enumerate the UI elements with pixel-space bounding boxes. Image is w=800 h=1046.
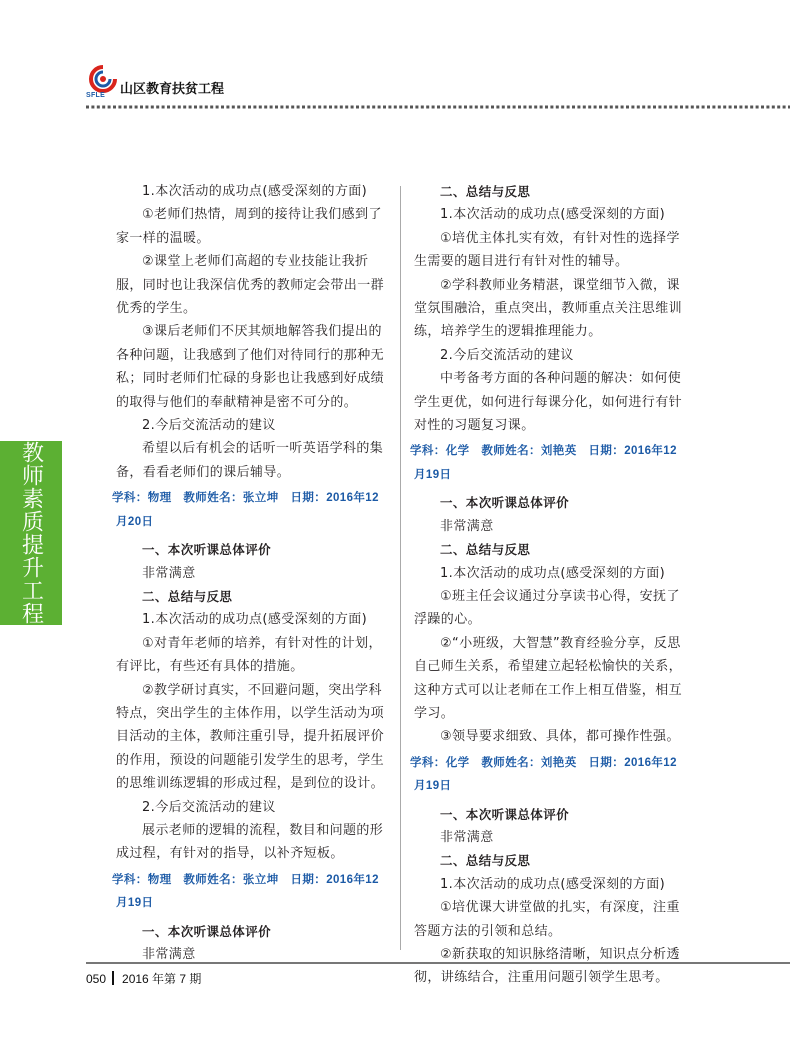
- paragraph: 1.本次活动的成功点(感受深刻的方面): [440, 207, 666, 223]
- paragraph: 非常满意: [142, 947, 196, 962]
- paragraph: 希望以后有机会的话听一听英语学科的集备，看看老师们的课后辅导。: [116, 441, 384, 480]
- paragraph: 1.本次活动的成功点(感受深刻的方面): [440, 565, 666, 581]
- report-meta-line: 学科：化学 教师姓名：刘艳英 日期：2016年12月19日: [410, 445, 677, 481]
- footer-rule: [86, 962, 790, 964]
- paragraph: 2.今后交流活动的建议: [142, 418, 276, 434]
- footer-separator: [112, 971, 114, 985]
- left-column: [112, 180, 386, 966]
- paragraph: ③领导要求细致、具体，都可操作性强。: [440, 729, 680, 745]
- paragraph: ②课堂上老师们高超的专业技能让我折服，同时也让我深信优秀的教师定会带出一群优秀的学生。: [116, 254, 385, 317]
- paragraph: ②教学研讨真实，不回避问题，突出学科特点，突出学生的主体作用，以学生活动为项目活动的主体，教师注重引导，提升拓展评价的作用，预设的问题能引发学生的思考，学生的思维训练逻辑的形成过程，是到位的设计。: [116, 682, 385, 792]
- paragraph: ①班主任会议通过分享读书心得，安抚了浮躁的心。: [414, 588, 680, 628]
- report-meta-line: 学科：化学 教师姓名：刘艳英 日期：2016年12月19日: [410, 756, 677, 793]
- page-footer: [86, 970, 201, 987]
- paragraph: ②学科教师业务精湛，课堂细节入微，课堂氛围融洽，重点突出，教师重点关注思维训练，培养学生的逻辑推理能力。: [414, 277, 683, 340]
- section-heading: 二、总结与反思: [440, 542, 531, 558]
- section-heading: 一、本次听课总体评价: [142, 542, 272, 558]
- column-divider: [400, 186, 401, 950]
- section-heading: 一、本次听课总体评价: [440, 806, 570, 822]
- paragraph: 展示老师的逻辑的流程，数目和问题的形成过程，有针对的指导，以补齐短板。: [116, 822, 384, 862]
- paragraph: 非常满意: [440, 829, 494, 845]
- section-heading: 二、总结与反思: [440, 184, 531, 199]
- paragraph: ①老师们热情，周到的接待让我们感到了家一样的温暖。: [116, 207, 382, 246]
- section-heading: 二、总结与反思: [142, 588, 233, 604]
- header-title: 山区教育扶贫工程: [120, 82, 225, 97]
- paragraph: 中考备考方面的各种问题的解决：如何使学生更优，如何进行每课分化，如何进行有针对性的习题复习课。: [414, 371, 683, 434]
- section-heading: 一、本次听课总体评价: [440, 495, 570, 511]
- report-meta-line: 学科：物理 教师姓名：张立坤 日期：2016年12月19日: [112, 873, 379, 910]
- paragraph: ②“小班级，大智慧”教育经验分享，反思自己师生关系，希望建立起轻松愉快的关系，这种方式可以让老师在工作上相互借鉴，相互学习。: [414, 635, 683, 721]
- right-column: [410, 180, 687, 990]
- paragraph: 1.本次活动的成功点(感受深刻的方面): [142, 184, 368, 199]
- paragraph: 非常满意: [440, 518, 494, 534]
- section-heading: 二、总结与反思: [440, 853, 531, 869]
- page-header: [86, 64, 786, 104]
- paragraph: ①培优主体扎实有效，有针对性的选择学生需要的题目进行有针对性的辅导。: [414, 230, 680, 270]
- paragraph: 2.今后交流活动的建议: [142, 799, 276, 815]
- header-dotted-rule: [86, 103, 790, 111]
- page-number: 050: [86, 972, 107, 986]
- paragraph: ③课后老师们不厌其烦地解答我们提出的各种问题，让我感到了他们对待同行的那种无私；同时老师们忙碌的身影也让我感到好成绩的取得与他们的奉献精神是密不可分的。: [116, 324, 385, 410]
- paragraph: 1.本次活动的成功点(感受深刻的方面): [440, 876, 666, 892]
- sidebar-tab: [0, 441, 62, 625]
- paragraph: 2.今后交流活动的建议: [440, 347, 574, 363]
- paragraph: ②新获取的知识脉络清晰，知识点分析透彻，讲练结合，注重用问题引领学生思考。: [414, 947, 680, 986]
- paragraph: ①培优课大讲堂做的扎实，有深度，注重答题方法的引领和总结。: [414, 900, 680, 939]
- paragraph: 1.本次活动的成功点(感受深刻的方面): [142, 612, 368, 628]
- section-heading: 一、本次听课总体评价: [142, 923, 272, 939]
- issue-label: 2016 年第 7 期: [122, 972, 202, 986]
- logo-text: SFLE: [86, 92, 106, 99]
- sidebar-label: 教师素质提升工程: [18, 441, 44, 625]
- report-meta-line: 学科：物理 教师姓名：张立坤 日期：2016年12月20日: [112, 492, 379, 528]
- paragraph: ①对青年老师的培养，有针对性的计划，有评比，有些还有具体的措施。: [116, 635, 382, 675]
- paragraph: 非常满意: [142, 565, 196, 581]
